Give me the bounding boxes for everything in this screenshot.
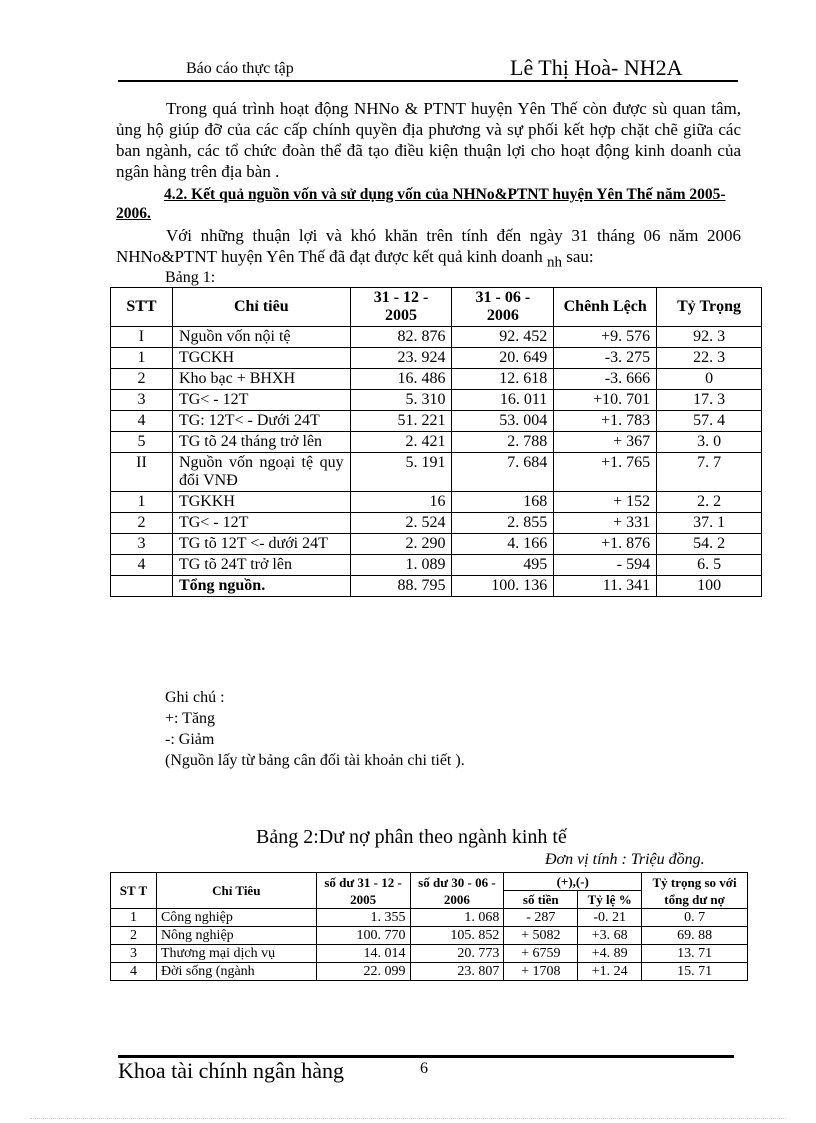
cell-share: 2. 2 (657, 492, 762, 513)
total-label: Tổng nguồn. (172, 576, 350, 597)
cell-indicator: Nông nghiệp (156, 927, 316, 945)
cell-ratio: +4. 89 (578, 945, 642, 963)
cell-share: 92. 3 (657, 327, 762, 348)
cell-2006: 20. 649 (452, 348, 554, 369)
table-row (111, 927, 748, 945)
cell-diff: +9. 576 (554, 327, 657, 348)
cell-2006: 23. 807 (410, 963, 504, 981)
cell-stt: 4 (111, 411, 173, 432)
cell-share: 3. 0 (657, 432, 762, 453)
cell-ratio: -0. 21 (578, 909, 642, 927)
table1-header-share: Tỷ Trọng (657, 288, 762, 327)
cell-indicator: TGKKH (172, 492, 350, 513)
notes-decrease: -: Giảm (165, 731, 215, 748)
cell-2005: 2. 421 (350, 432, 452, 453)
table1-header-diff: Chênh Lệch (554, 288, 657, 327)
cell-2006: 20. 773 (410, 945, 504, 963)
table1 (110, 287, 762, 597)
cell-2006: 1. 068 (410, 909, 504, 927)
cell-diff: -3. 666 (554, 369, 657, 390)
notes-title: Ghi chú : (165, 689, 225, 706)
cell-2005: 2. 290 (350, 534, 452, 555)
cell-share: 22. 3 (657, 348, 762, 369)
intro-paragraph: Trong quá trình hoạt động NHNo & PTNT huyện Yên Thế còn được sù quan tâm, ủng hộ giúp đỡ của các cấp chính quyền địa phương và sự phối kết hợp chặt chẽ giữa các ban ngành, các tổ chức đoàn thể đã tạo điều kiện thuận lợi cho hoạt động kinh doanh của ngân hàng trên địa bàn . (116, 99, 741, 181)
cell-2005: 2. 524 (350, 513, 452, 534)
cell-stt: 3 (111, 945, 157, 963)
cell-share: 69. 88 (642, 927, 748, 945)
cell-share: 17. 3 (657, 390, 762, 411)
cell-stt: 2 (111, 513, 173, 534)
table1-label: Bảng 1: (165, 269, 216, 286)
cell-diff: +10. 701 (554, 390, 657, 411)
cell-2006: 168 (452, 492, 554, 513)
cell-amount: - 287 (504, 909, 578, 927)
cell-share: 6. 5 (657, 555, 762, 576)
cell-share: 0. 7 (642, 909, 748, 927)
total-2006: 100. 136 (452, 576, 554, 597)
table1-header-2006: 31 - 06 - 2006 (452, 288, 554, 327)
cell-stt: 4 (111, 555, 173, 576)
results-paragraph-sub: nh (547, 254, 563, 271)
cell-diff: -3. 275 (554, 348, 657, 369)
total-diff: 11. 341 (554, 576, 657, 597)
cell-2005: 5. 310 (350, 390, 452, 411)
cell-stt: 2 (111, 927, 157, 945)
cell-indicator: TG tõ 12T <- dưới 24T (172, 534, 350, 555)
results-paragraph (116, 225, 741, 273)
cell-indicator: Đời sống (ngành (156, 963, 316, 981)
cell-indicator: Công nghiệp (156, 909, 316, 927)
table-row (111, 945, 748, 963)
table1-header-row (111, 288, 762, 327)
table2-title: Bảng 2:Dư nợ phân theo ngành kinh tế (256, 826, 567, 848)
table2-header-stt: ST T (111, 873, 157, 909)
header-rule (118, 80, 738, 82)
page-edge-divider (30, 1118, 786, 1119)
table2-header-change: (+),(-) (504, 873, 642, 891)
cell-indicator: TG tõ 24 tháng trở lên (172, 432, 350, 453)
cell-amount: + 6759 (504, 945, 578, 963)
cell-stt: 4 (111, 963, 157, 981)
cell-2006: 12. 618 (452, 369, 554, 390)
table2-unit: Đơn vị tính : Triệu đồng. (545, 851, 705, 868)
cell-2006: 53. 004 (452, 411, 554, 432)
cell-2005: 14. 014 (316, 945, 410, 963)
table2-header-amount: số tiền (504, 891, 578, 909)
cell-2006: 4. 166 (452, 534, 554, 555)
cell-stt: 3 (111, 390, 173, 411)
cell-diff: + 331 (554, 513, 657, 534)
cell-diff: +1. 765 (554, 453, 657, 492)
section-heading: 4.2. Kết quả nguồn vốn và sử dụng vốn của NHNo&PTNT huyện Yên Thế năm 2005-2006. (116, 186, 726, 222)
table2-header-2005: số dư 31 - 12 - 2005 (316, 873, 410, 909)
cell-diff: +1. 783 (554, 411, 657, 432)
table-row (111, 492, 762, 513)
table2-header-indicator: Chỉ Tiêu (156, 873, 316, 909)
cell-stt: 1 (111, 909, 157, 927)
table2-header-row (111, 873, 748, 891)
table1-header-2005: 31 - 12 - 2005 (350, 288, 452, 327)
cell-share: 13. 71 (642, 945, 748, 963)
cell-indicator: Kho bạc + BHXH (172, 369, 350, 390)
cell-2005: 16. 486 (350, 369, 452, 390)
cell-stt: 5 (111, 432, 173, 453)
cell-2005: 22. 099 (316, 963, 410, 981)
cell-stt: II (111, 453, 173, 492)
cell-indicator: TG: 12T< - Dưới 24T (172, 411, 350, 432)
table-row (111, 534, 762, 555)
table-row (111, 513, 762, 534)
table-row (111, 390, 762, 411)
cell-2006: 105. 852 (410, 927, 504, 945)
header-report-title: Báo cáo thực tập (186, 60, 294, 77)
table-row (111, 432, 762, 453)
table2-header-2006: số dư 30 - 06 - 2006 (410, 873, 504, 909)
cell-2005: 5. 191 (350, 453, 452, 492)
table-row (111, 348, 762, 369)
table2 (110, 872, 748, 981)
cell-indicator: TG< - 12T (172, 390, 350, 411)
table-row (111, 453, 762, 492)
table-row (111, 327, 762, 348)
table1-total-row (111, 576, 762, 597)
cell-share: 37. 1 (657, 513, 762, 534)
cell-2005: 1. 355 (316, 909, 410, 927)
cell-2006: 2. 855 (452, 513, 554, 534)
cell-2005: 23. 924 (350, 348, 452, 369)
cell-2005: 51. 221 (350, 411, 452, 432)
cell-2006: 92. 452 (452, 327, 554, 348)
notes (165, 687, 465, 771)
table-row (111, 963, 748, 981)
cell-diff: +1. 876 (554, 534, 657, 555)
cell-ratio: +3. 68 (578, 927, 642, 945)
header-author: Lê Thị Hoà- NH2A (510, 55, 683, 80)
cell-stt: 3 (111, 534, 173, 555)
cell-indicator: Thương mại dịch vụ (156, 945, 316, 963)
cell-2006: 2. 788 (452, 432, 554, 453)
page-number: 6 (420, 1060, 428, 1077)
table2-header-share: Tỷ trọng so với tổng dư nợ (642, 873, 748, 909)
cell-2005: 100. 770 (316, 927, 410, 945)
table1-header-indicator: Chỉ tiêu (172, 288, 350, 327)
cell-indicator: Nguồn vốn ngoại tệ quy đổi VNĐ (172, 453, 350, 492)
cell-indicator: TGCKH (172, 348, 350, 369)
cell-stt: 1 (111, 492, 173, 513)
cell-2005: 82. 876 (350, 327, 452, 348)
cell-diff: + 152 (554, 492, 657, 513)
table-row (111, 909, 748, 927)
cell-amount: + 5082 (504, 927, 578, 945)
cell-share: 0 (657, 369, 762, 390)
cell-share: 57. 4 (657, 411, 762, 432)
cell-share: 54. 2 (657, 534, 762, 555)
table2-header-ratio: Tỷ lệ % (578, 891, 642, 909)
cell-2005: 16 (350, 492, 452, 513)
cell-share: 7. 7 (657, 453, 762, 492)
cell-indicator: TG< - 12T (172, 513, 350, 534)
cell-2006: 16. 011 (452, 390, 554, 411)
table-row (111, 369, 762, 390)
cell-share: 15. 71 (642, 963, 748, 981)
notes-source: (Nguồn lấy từ bảng cân đối tài khoản chi tiết ). (165, 752, 465, 769)
results-paragraph-main: Với những thuận lợi và khó khăn trên tính đến ngày 31 tháng 06 năm 2006 NHNo&PTNT huyện Yên Thế đã đạt được kết quả kinh doanh (116, 226, 741, 266)
total-share: 100 (657, 576, 762, 597)
cell-stt-empty (111, 576, 173, 597)
cell-ratio: +1. 24 (578, 963, 642, 981)
cell-stt: 2 (111, 369, 173, 390)
cell-2006: 7. 684 (452, 453, 554, 492)
footer-faculty: Khoa tài chính ngân hàng (118, 1058, 345, 1083)
table1-header-stt: STT (111, 288, 173, 327)
cell-amount: + 1708 (504, 963, 578, 981)
table-row (111, 555, 762, 576)
total-2005: 88. 795 (350, 576, 452, 597)
results-paragraph-end: sau: (566, 247, 594, 266)
cell-stt: I (111, 327, 173, 348)
cell-stt: 1 (111, 348, 173, 369)
cell-indicator: TG tõ 24T trở lên (172, 555, 350, 576)
cell-indicator: Nguồn vốn nội tệ (172, 327, 350, 348)
cell-2006: 495 (452, 555, 554, 576)
table-row (111, 411, 762, 432)
cell-2005: 1. 089 (350, 555, 452, 576)
cell-diff: - 594 (554, 555, 657, 576)
notes-increase: +: Tăng (165, 710, 216, 727)
cell-diff: + 367 (554, 432, 657, 453)
